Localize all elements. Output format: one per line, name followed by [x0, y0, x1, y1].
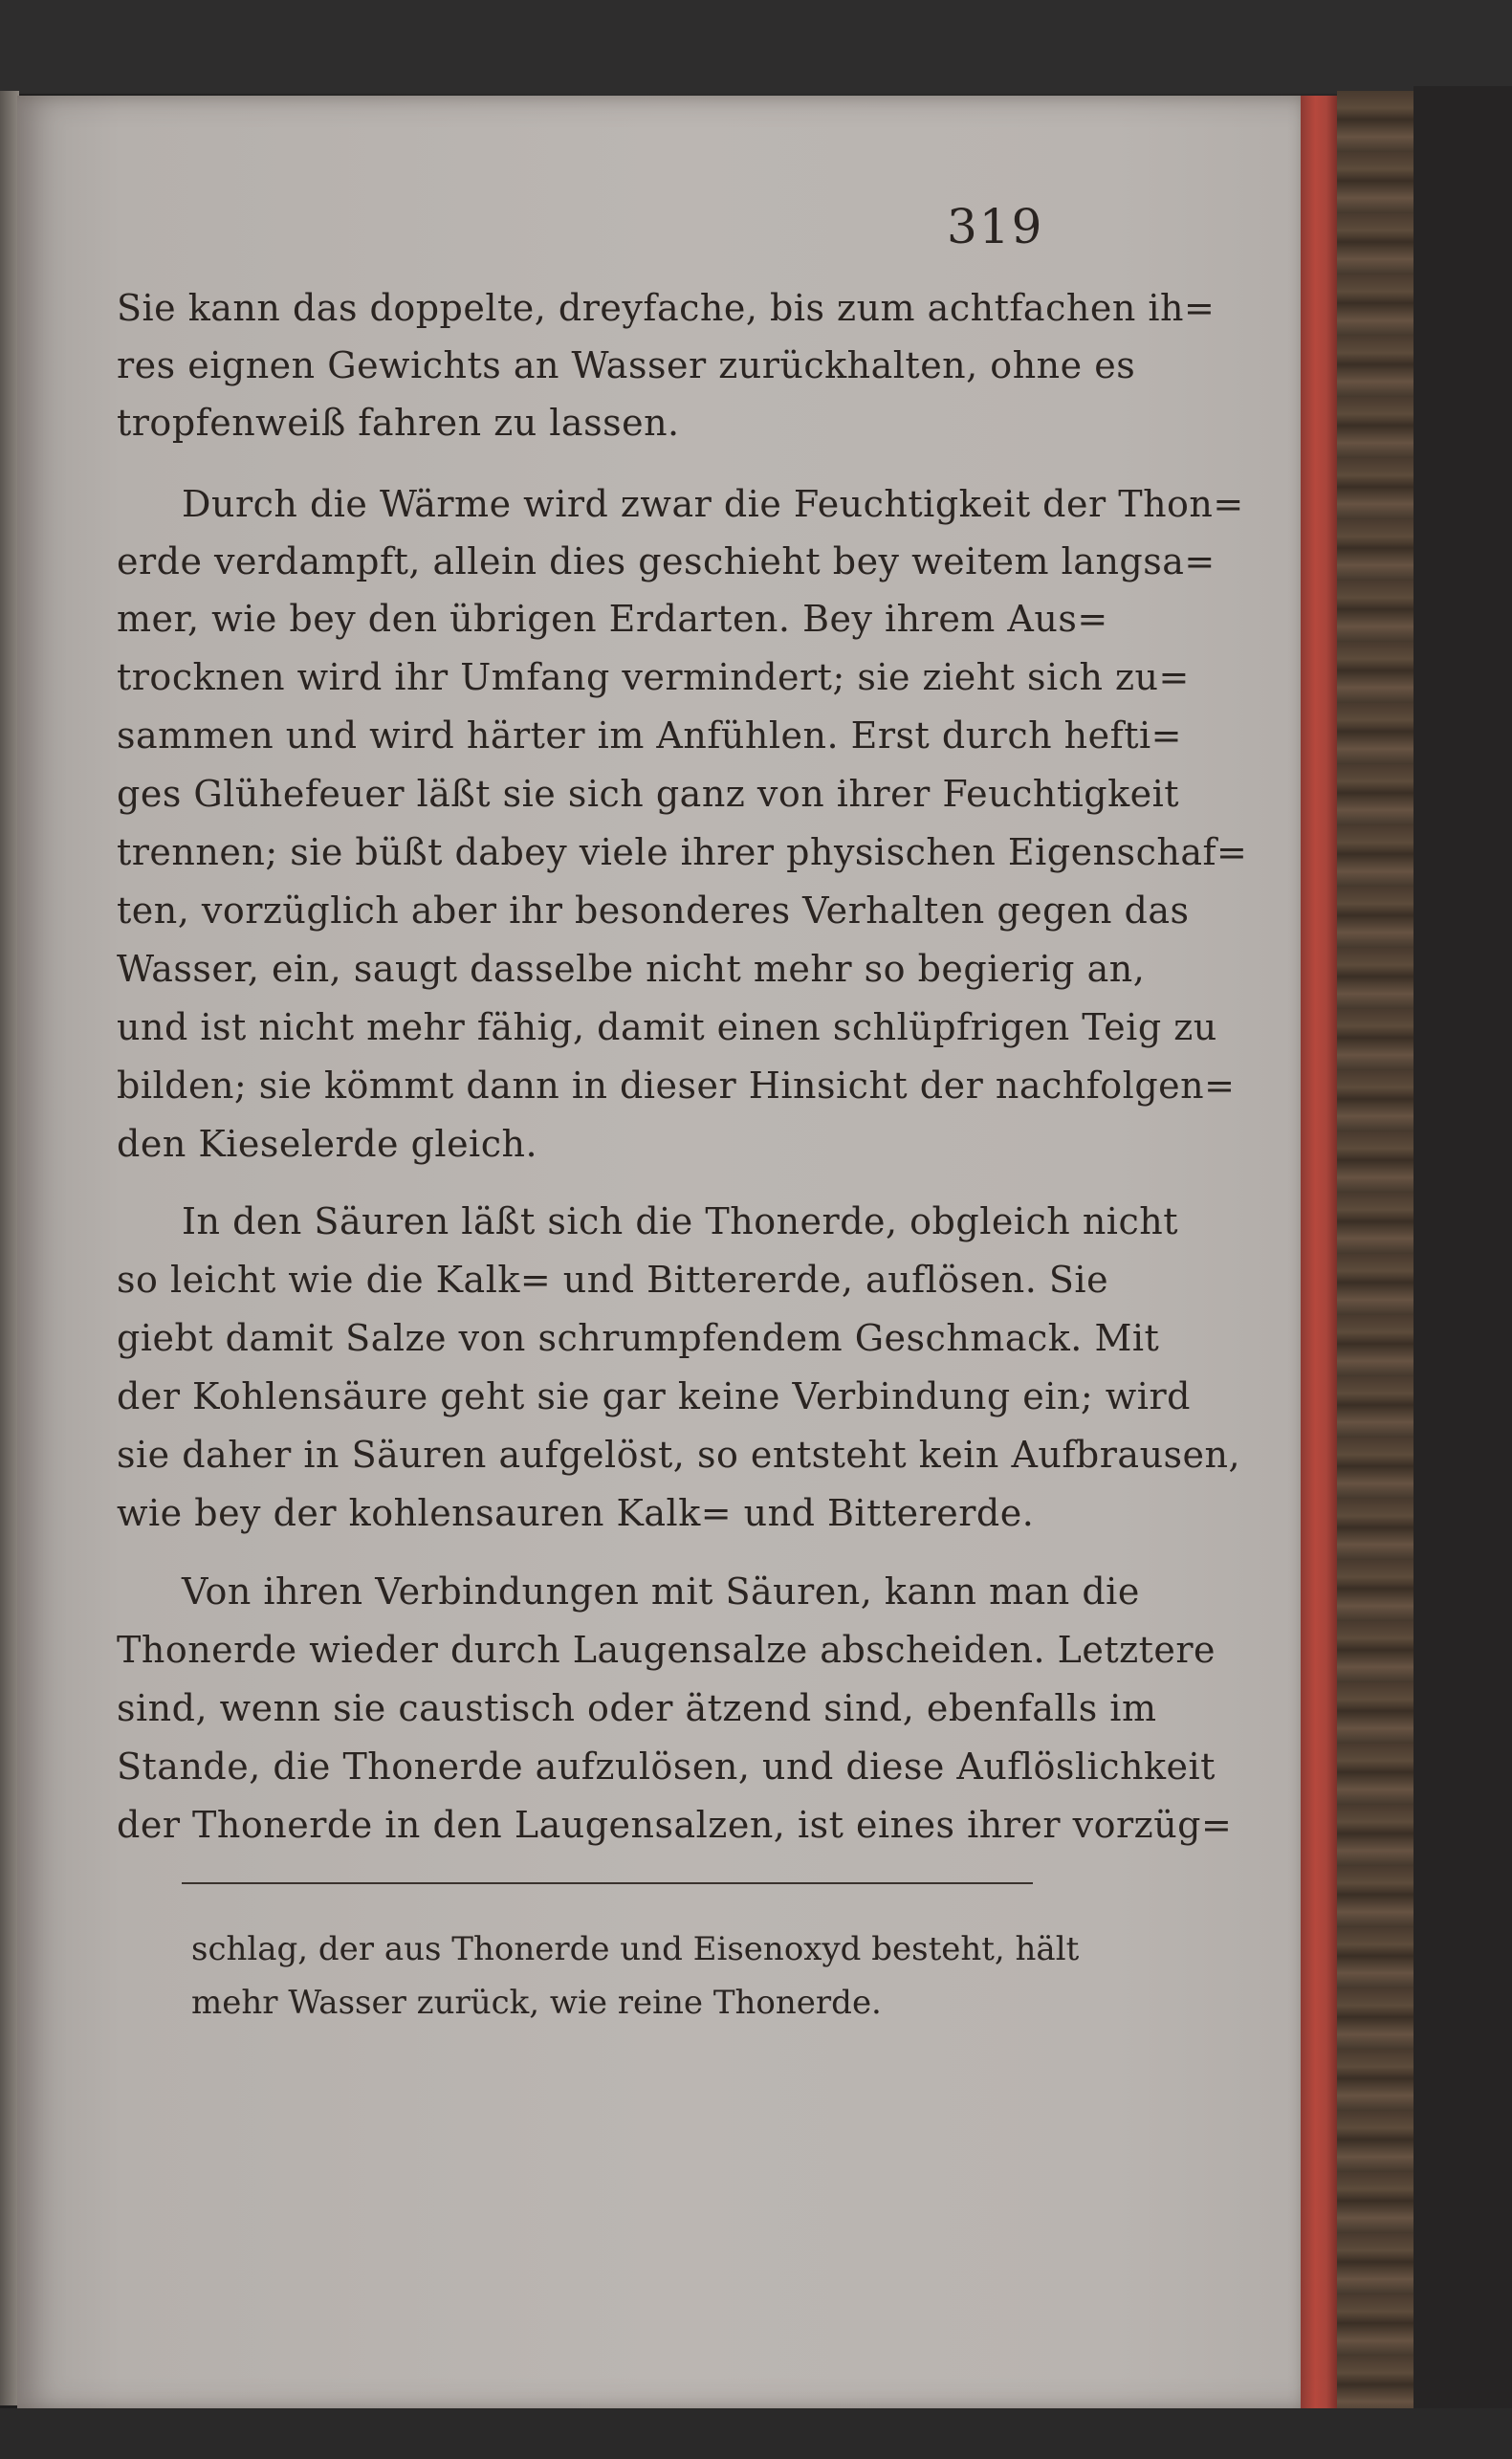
text-line: so leicht wie die Kalk= und Bittererde, auflösen. Sie	[117, 1259, 1109, 1301]
text-line: trennen; sie büßt dabey viele ihrer physischen Eigenschaf=	[117, 831, 1248, 873]
text-line: und ist nicht mehr fähig, damit einen schlüpfrigen Teig zu	[117, 1006, 1217, 1048]
footnote-line: schlag, der aus Thonerde und Eisenoxyd besteht, hält	[191, 1930, 1080, 1968]
text-line: Stande, die Thonerde aufzulösen, und diese Auflöslichkeit	[117, 1745, 1216, 1788]
text-line: sie daher in Säuren aufgelöst, so entsteht kein Aufbrausen,	[117, 1434, 1241, 1476]
text-line: res eignen Gewichts an Wasser zurückhalten, ohne es	[117, 344, 1136, 386]
text-line: ges Glühefeuer läßt sie sich ganz von ihrer Feuchtigkeit	[117, 773, 1180, 815]
text-line: ten, vorzüglich aber ihr besonderes Verhalten gegen das	[117, 889, 1190, 932]
previous-page-edge	[0, 91, 19, 2405]
text-line: giebt damit Salze von schrumpfendem Geschmack. Mit	[117, 1317, 1160, 1359]
background-right	[1413, 86, 1512, 2420]
text-line: der Kohlensäure geht sie gar keine Verbindung ein; wird	[117, 1375, 1191, 1417]
text-line: Sie kann das doppelte, dreyfache, bis zum achtfachen ih=	[117, 287, 1216, 329]
red-page-edges	[1301, 96, 1337, 2410]
text-line: In den Säuren läßt sich die Thonerde, obgleich nicht	[182, 1200, 1178, 1242]
background-bottom	[0, 2408, 1512, 2459]
text-line: sind, wenn sie caustisch oder ätzend sind, ebenfalls im	[117, 1687, 1157, 1729]
footnote-rule	[182, 1882, 1033, 1884]
background-top	[0, 0, 1512, 94]
page-number: 319	[947, 199, 1044, 254]
footnote-line: mehr Wasser zurück, wie reine Thonerde.	[191, 1984, 882, 2022]
text-line: bilden; sie kömmt dann in dieser Hinsicht der nachfolgen=	[117, 1065, 1236, 1107]
text-line: erde verdampft, allein dies geschieht bey weitem langsa=	[117, 540, 1216, 582]
text-line: wie bey der kohlensauren Kalk= und Bittererde.	[117, 1492, 1035, 1534]
text-line: den Kieselerde gleich.	[117, 1123, 538, 1165]
text-line: Wasser, ein, saugt dasselbe nicht mehr so begierig an,	[117, 948, 1146, 990]
text-line: tropfenweiß fahren zu lassen.	[117, 402, 680, 444]
text-line: mer, wie bey den übrigen Erdarten. Bey ihrem Aus=	[117, 598, 1108, 640]
text-line: Von ihren Verbindungen mit Säuren, kann man die	[182, 1570, 1140, 1613]
book-spine-binding	[1337, 91, 1413, 2415]
text-line: Thonerde wieder durch Laugensalze abscheiden. Letztere	[117, 1629, 1216, 1671]
text-line: trocknen wird ihr Umfang vermindert; sie zieht sich zu=	[117, 656, 1190, 698]
text-line: der Thonerde in den Laugensalzen, ist eines ihrer vorzüg=	[117, 1804, 1233, 1846]
text-line: Durch die Wärme wird zwar die Feuchtigkeit der Thon=	[182, 483, 1244, 525]
text-line: sammen und wird härter im Anfühlen. Erst durch hefti=	[117, 714, 1182, 757]
